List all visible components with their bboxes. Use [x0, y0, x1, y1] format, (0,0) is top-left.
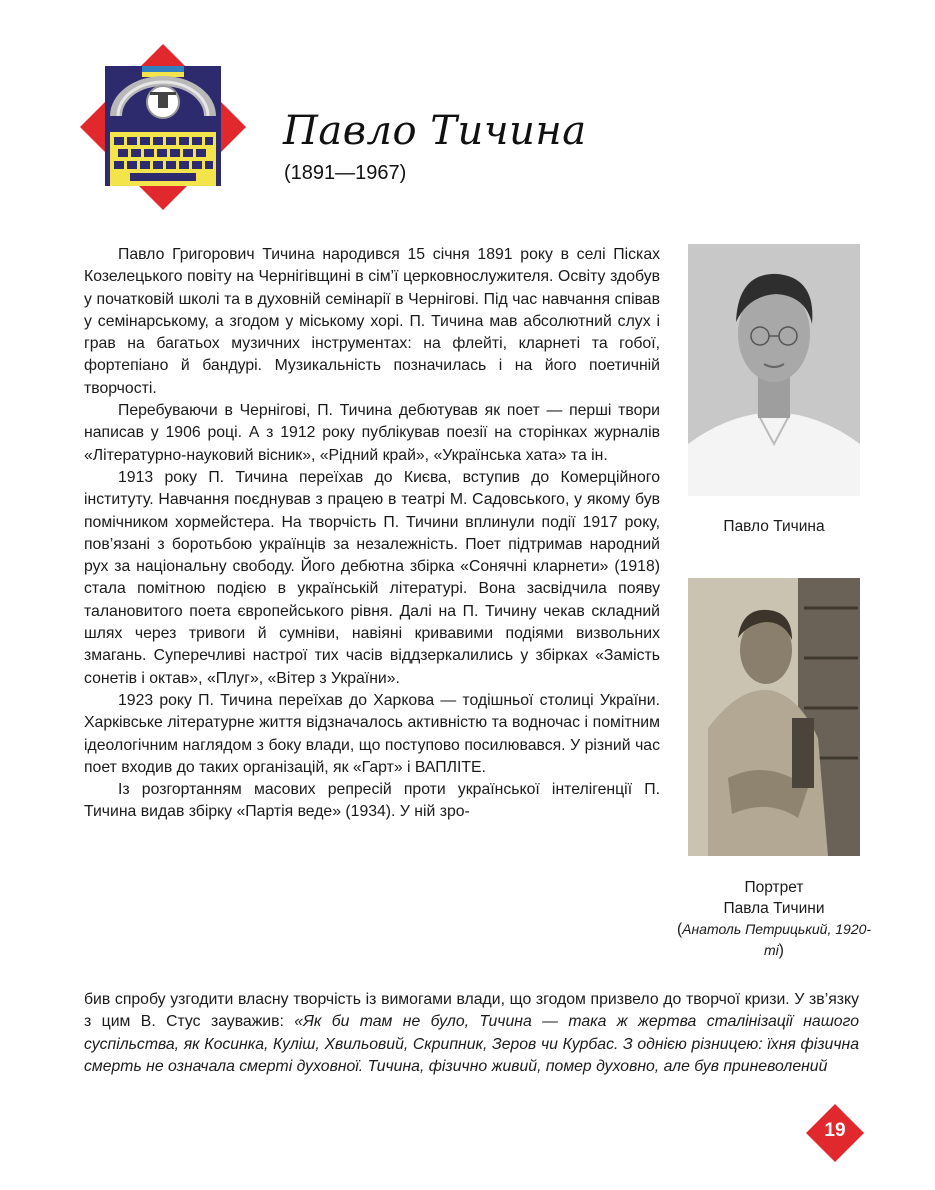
- paragraph: Павло Григорович Тичина народився 15 січня 1891 року в селі Пісках Козелецького повіту на Чернігівщині в сім’ї церковнослужителя. Освіту здобув у початковій школі та в духовній семінарії в Чернігові. Під час навчання співав у семінарському, а згодом у міському хорі. П. Тичина мав абсолютний слух і грав на багатьох музичних інструментах: на флейті, кларнеті та гобої, фортепіано й бандурі. Музикальність позначилась і на його поетичній творчості.: [84, 246, 660, 397]
- tychyna-photo: [688, 244, 860, 496]
- page-title: Павло Тичина: [283, 108, 587, 154]
- portrait-caption: [676, 877, 872, 961]
- caption-paren-open: (: [676, 921, 683, 938]
- paragraph: Із розгортанням масових репресій проти української інтелігенції П. Тичина видав збірку «Партія веде» (1934). У ній зро-: [84, 781, 660, 821]
- photo-caption: Павло Тичина: [723, 518, 825, 535]
- portrait-caption-line2: Павла Тичини: [723, 900, 825, 917]
- page-number: 19: [824, 1120, 846, 1141]
- paragraph-continuation: [84, 989, 859, 1078]
- tychyna-painted-portrait: [688, 578, 860, 856]
- typewriter-logo-icon: [80, 44, 246, 210]
- caption-paren-close: ): [778, 942, 784, 959]
- stus-quote: «Як би там не було, Тичина — така ж жертва сталінізації нашого суспільства, як Косинка, Куліш, Хвильовий, Скрипник, Зеров чи Курбас. З однією різницею: їхня фізична смерть не означала смерті духовної. Тичина, фізично живий, помер духовно, але був приневолений: [84, 1013, 859, 1075]
- paragraph: Перебуваючи в Чернігові, П. Тичина дебютував як поет — перші твори написав у 1906 році. А з 1912 року публікував поезії на сторінках журналів «Літературно-науковий вісник», «Рідний край», «Українська хата» та ін.: [84, 402, 660, 464]
- continuation-text: бив спробу узгодити власну творчість із вимогами влади, що згодом призвело до творчої кризи. У зв’язку з цим В. Стус зауважив:: [84, 991, 859, 1031]
- portrait-caption-line1: Портрет: [744, 879, 804, 896]
- paragraph: 1913 року П. Тичина переїхав до Києва, вступив до Комерційного інституту. Навчання поєднував з працею в театрі М. Садовського, у якому був помічником хормейстера. На творчість П. Тичини вплинули події 1917 року, пов’язані з боротьбою українців за незалежність. Поет підтримав народний рух за національну свободу. Його дебютна збірка «Сонячні кларнети» (1918) стала помітною подією в українській літературі. Вона засвідчила появу талановитого поета європейського рівня. Далі на П. Тичину чекав складний шлях через тривоги й сумніви, навіяні кривавими подіями визвольних змагань. Суперечливі настрої тих часів віддзеркалились у збірках «Замість сонетів і октав», «Плуг», «Вітер з України».: [84, 468, 660, 687]
- portrait-author: Анатоль Петрицький, 1920-ті: [682, 921, 872, 958]
- life-years: (1891—1967): [284, 162, 407, 184]
- article-body: [84, 244, 660, 824]
- paragraph: 1923 року П. Тичина переїхав до Харкова — тодішньої столиці України. Харківське літературне життя відзначалось активністю та водночас і помітним ідеологічним наглядом з боку влади, що поступово посилювався. У різний час поет входив до таких організацій, як «Гарт» і ВАПЛІТЕ.: [84, 691, 660, 776]
